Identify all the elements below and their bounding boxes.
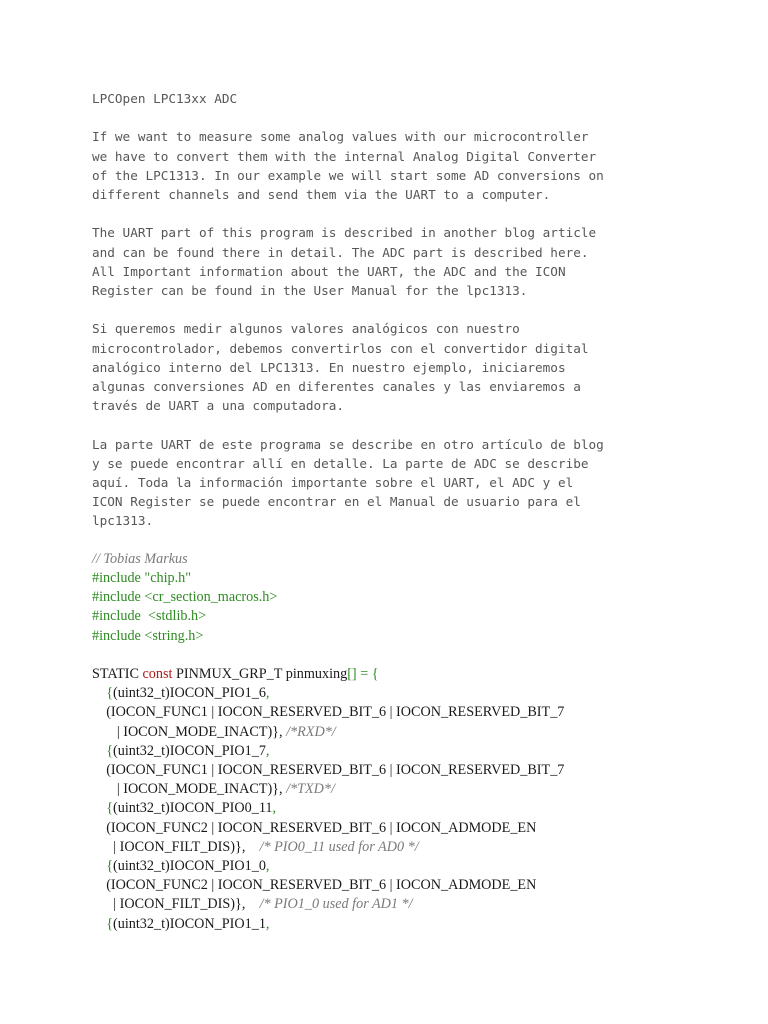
- code-line: [92, 799, 728, 818]
- pin-name: IOCON_PIO1_1: [169, 915, 266, 932]
- type-cast: (uint32_t): [113, 800, 170, 817]
- paragraph-es-1: Si queremos medir algunos valores analógicos con nuestro microcontrolador, debemos convertirlos con el convertidor digital analógico interno del LPC1313. En nuestro ejemplo, iniciaremos algunas conversiones AD en diferentes canales y las enviaremos a través de UART a una computadora.: [92, 321, 589, 414]
- article-body: [92, 89, 728, 550]
- array-declaration: [92, 665, 728, 684]
- static-keyword: STATIC: [92, 666, 139, 682]
- include-line: #include <stdlib.h>: [92, 608, 207, 625]
- code-line: [92, 723, 728, 742]
- brace-open: {: [106, 742, 113, 759]
- include-line: #include "chip.h": [92, 570, 192, 586]
- brace-open: {: [106, 685, 113, 702]
- flag-expression: | IOCON_FILT_DIS)},: [113, 896, 246, 913]
- pin-name: IOCON_PIO0_11: [169, 800, 273, 817]
- flag-expression: (IOCON_FUNC2 | IOCON_RESERVED_BIT_6 | IOCON_ADMODE_EN: [106, 877, 537, 894]
- inline-comment: /* PIO1_0 used for AD1 */: [245, 896, 413, 913]
- type-cast: (uint32_t): [113, 742, 170, 759]
- paragraph-es-2: La parte UART de este programa se describe en otro artículo de blog y se puede encontrar allí en detalle. La parte de ADC se describe aquí. Toda la información importante sobre el UART, el ADC y el ICON Register se puede encontrar en el Manual de usuario para el lpc1313.: [92, 436, 604, 529]
- code-line: [92, 876, 728, 895]
- flag-expression: | IOCON_FILT_DIS)},: [113, 838, 246, 855]
- separator: ,: [265, 742, 270, 759]
- code-line: [92, 915, 728, 934]
- include-line: #include <cr_section_macros.h>: [92, 589, 278, 606]
- code-line: [92, 819, 728, 838]
- brace-open: {: [106, 800, 113, 817]
- code-line: [92, 761, 728, 780]
- array-open: [] = {: [347, 666, 379, 682]
- inline-comment: /*TXD*/: [282, 781, 335, 798]
- brace-open: {: [106, 915, 113, 932]
- paragraph-en-1: If we want to measure some analog values with our microcontroller we have to convert them with the internal Analog Digital Converter of the LPC1313. In our example we will start some AD conversions on different channels and send them via the UART to a computer.: [92, 129, 604, 202]
- pin-name: IOCON_PIO1_7: [169, 742, 266, 759]
- flag-expression: | IOCON_MODE_INACT)},: [116, 723, 283, 740]
- separator: ,: [265, 858, 270, 875]
- type-cast: (uint32_t): [113, 858, 170, 875]
- inline-comment: /* PIO0_11 used for AD0 */: [245, 838, 419, 855]
- code-line: [92, 780, 728, 799]
- code-line: [92, 838, 728, 857]
- inline-comment: /*RXD*/: [282, 723, 336, 740]
- author-comment: // Tobias Markus: [92, 550, 188, 567]
- code-line: [92, 895, 728, 914]
- flag-expression: (IOCON_FUNC2 | IOCON_RESERVED_BIT_6 | IOCON_ADMODE_EN: [106, 819, 537, 836]
- paragraph-en-2: The UART part of this program is described in another blog article and can be found there in detail. The ADC part is described here. All Important information about the UART, the ADC and the ICON Register can be found in the User Manual for the lpc1313.: [92, 225, 597, 298]
- const-keyword: const: [142, 666, 173, 682]
- pin-name: IOCON_PIO1_0: [169, 858, 266, 875]
- pin-name: IOCON_PIO1_6: [169, 685, 266, 702]
- code-line: [92, 684, 728, 703]
- type-cast: (uint32_t): [113, 915, 170, 932]
- array-body: [92, 684, 728, 934]
- code-line: [92, 857, 728, 876]
- page-title: LPCOpen LPC13xx ADC: [92, 91, 238, 106]
- type-cast: (uint32_t): [113, 685, 170, 702]
- array-name: pinmuxing: [285, 666, 348, 682]
- brace-open: {: [106, 858, 113, 875]
- flag-expression: (IOCON_FUNC1 | IOCON_RESERVED_BIT_6 | IOCON_RESERVED_BIT_7: [106, 704, 565, 721]
- flag-expression: | IOCON_MODE_INACT)},: [116, 781, 283, 798]
- code-line: [92, 742, 728, 761]
- code-line: [92, 703, 728, 722]
- code-listing: [92, 550, 728, 934]
- type-name: PINMUX_GRP_T: [176, 666, 283, 682]
- include-line: #include <string.h>: [92, 627, 204, 644]
- separator: ,: [272, 800, 277, 817]
- separator: ,: [265, 915, 270, 932]
- separator: ,: [265, 685, 270, 702]
- flag-expression: (IOCON_FUNC1 | IOCON_RESERVED_BIT_6 | IOCON_RESERVED_BIT_7: [106, 762, 565, 779]
